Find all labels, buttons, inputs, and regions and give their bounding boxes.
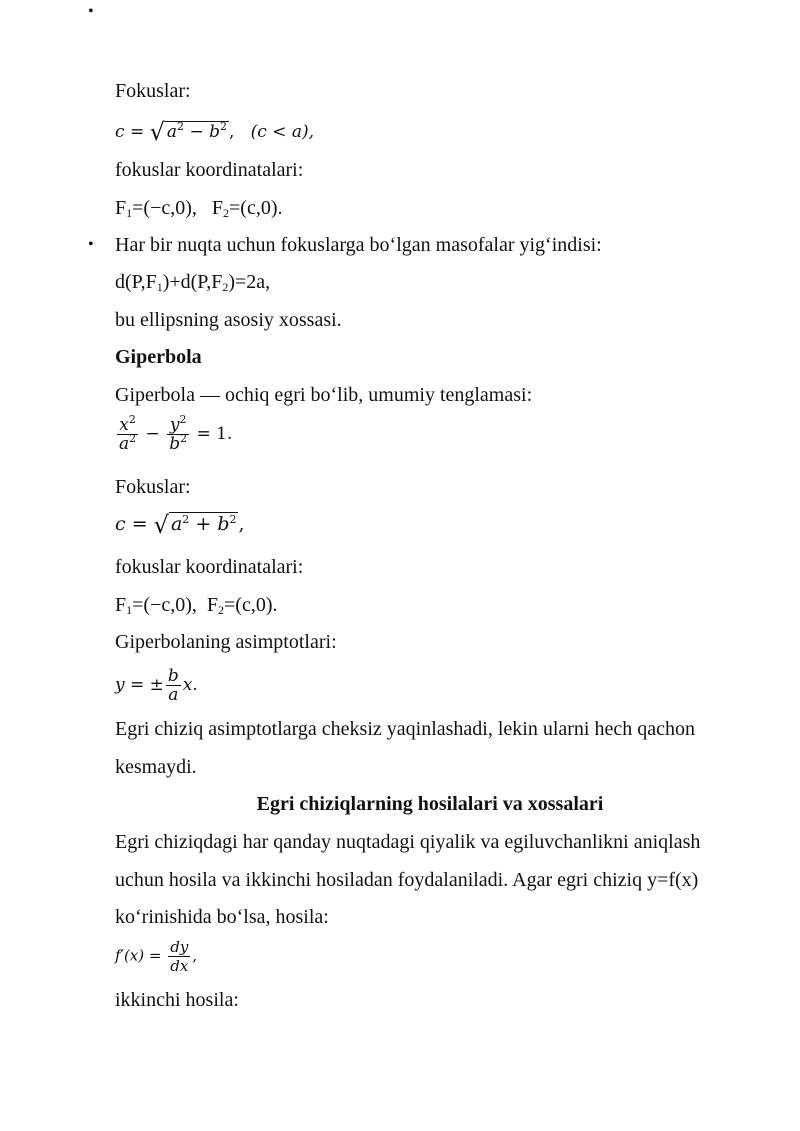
hyperbola-heading: Giperbola xyxy=(115,346,202,368)
first-derivative-formula: f′(x) = $\frac{dy}{dx}$ , xyxy=(115,938,198,975)
hyperbola-coords: $F_1=(-c,0)$, $F_2=(c,0)$. xyxy=(115,594,278,617)
hyperbola-asymptotes-label: Giperbolaning asimptotlari: xyxy=(115,631,337,653)
hyperbola-asymptote-formula: y = ± $\frac{b}{a}$ x. xyxy=(115,666,198,705)
asymptote-note-line-2: kesmaydi. xyxy=(115,756,197,778)
ellipse-property-text: Har bir nuqta uchun fokuslarga bo‘lgan masofalar yig‘indisi: xyxy=(115,234,602,256)
derivatives-paragraph-line-2: uchun hosila va ikkinchi hosiladan foydalaniladi. Agar egri chiziq y=f(x) xyxy=(115,869,699,891)
hyperbola-foci-formula: c = √ $a^2 + b^2$ , xyxy=(115,511,245,539)
derivatives-paragraph-line-3: ko‘rinishida bo‘lsa, hosila: xyxy=(115,906,329,928)
hyperbola-coords-label: fokuslar koordinatalari: xyxy=(115,556,304,578)
ellipse-property-note: bu ellipsning asosiy xossasi. xyxy=(115,309,342,331)
bullet-point: • xyxy=(88,236,94,253)
ellipse-foci-label: Fokuslar: xyxy=(115,80,191,102)
hyperbola-foci-label: Fokuslar: xyxy=(115,476,191,498)
ellipse-coords-label: fokuslar koordinatalari: xyxy=(115,159,304,181)
ellipse-coords: $F_1=(-c,0)$, $F_2=(c,0)$. xyxy=(115,197,283,220)
hyperbola-intro: Giperbola — ochiq egri bo‘lib, umumiy tenglamasi: xyxy=(115,384,533,406)
ellipse-sum-formula: $d(P,F_1)+d(P,F_2)=2a$, xyxy=(115,271,271,294)
bullet-point: • xyxy=(88,3,94,20)
second-derivative-label: ikkinchi hosila: xyxy=(115,989,239,1011)
derivatives-heading: Egri chiziqlarning hosilalari va xossalari xyxy=(256,793,604,815)
asymptote-note-line-1: Egri chiziq asimptotlarga cheksiz yaqinlashadi, lekin ularni hech qachon xyxy=(115,718,695,740)
ellipse-foci-formula: c = √ $a^2 - b^2$ , (c < a), xyxy=(115,118,314,146)
derivatives-paragraph-line-1: Egri chiziqdagi har qanday nuqtadagi qiyalik va egiluvchanlikni aniqlash xyxy=(115,831,701,853)
hyperbola-equation: $\frac{x^2}{a^2}$ − $\frac{y^2}{b^2}$ = 1. xyxy=(119,413,233,454)
